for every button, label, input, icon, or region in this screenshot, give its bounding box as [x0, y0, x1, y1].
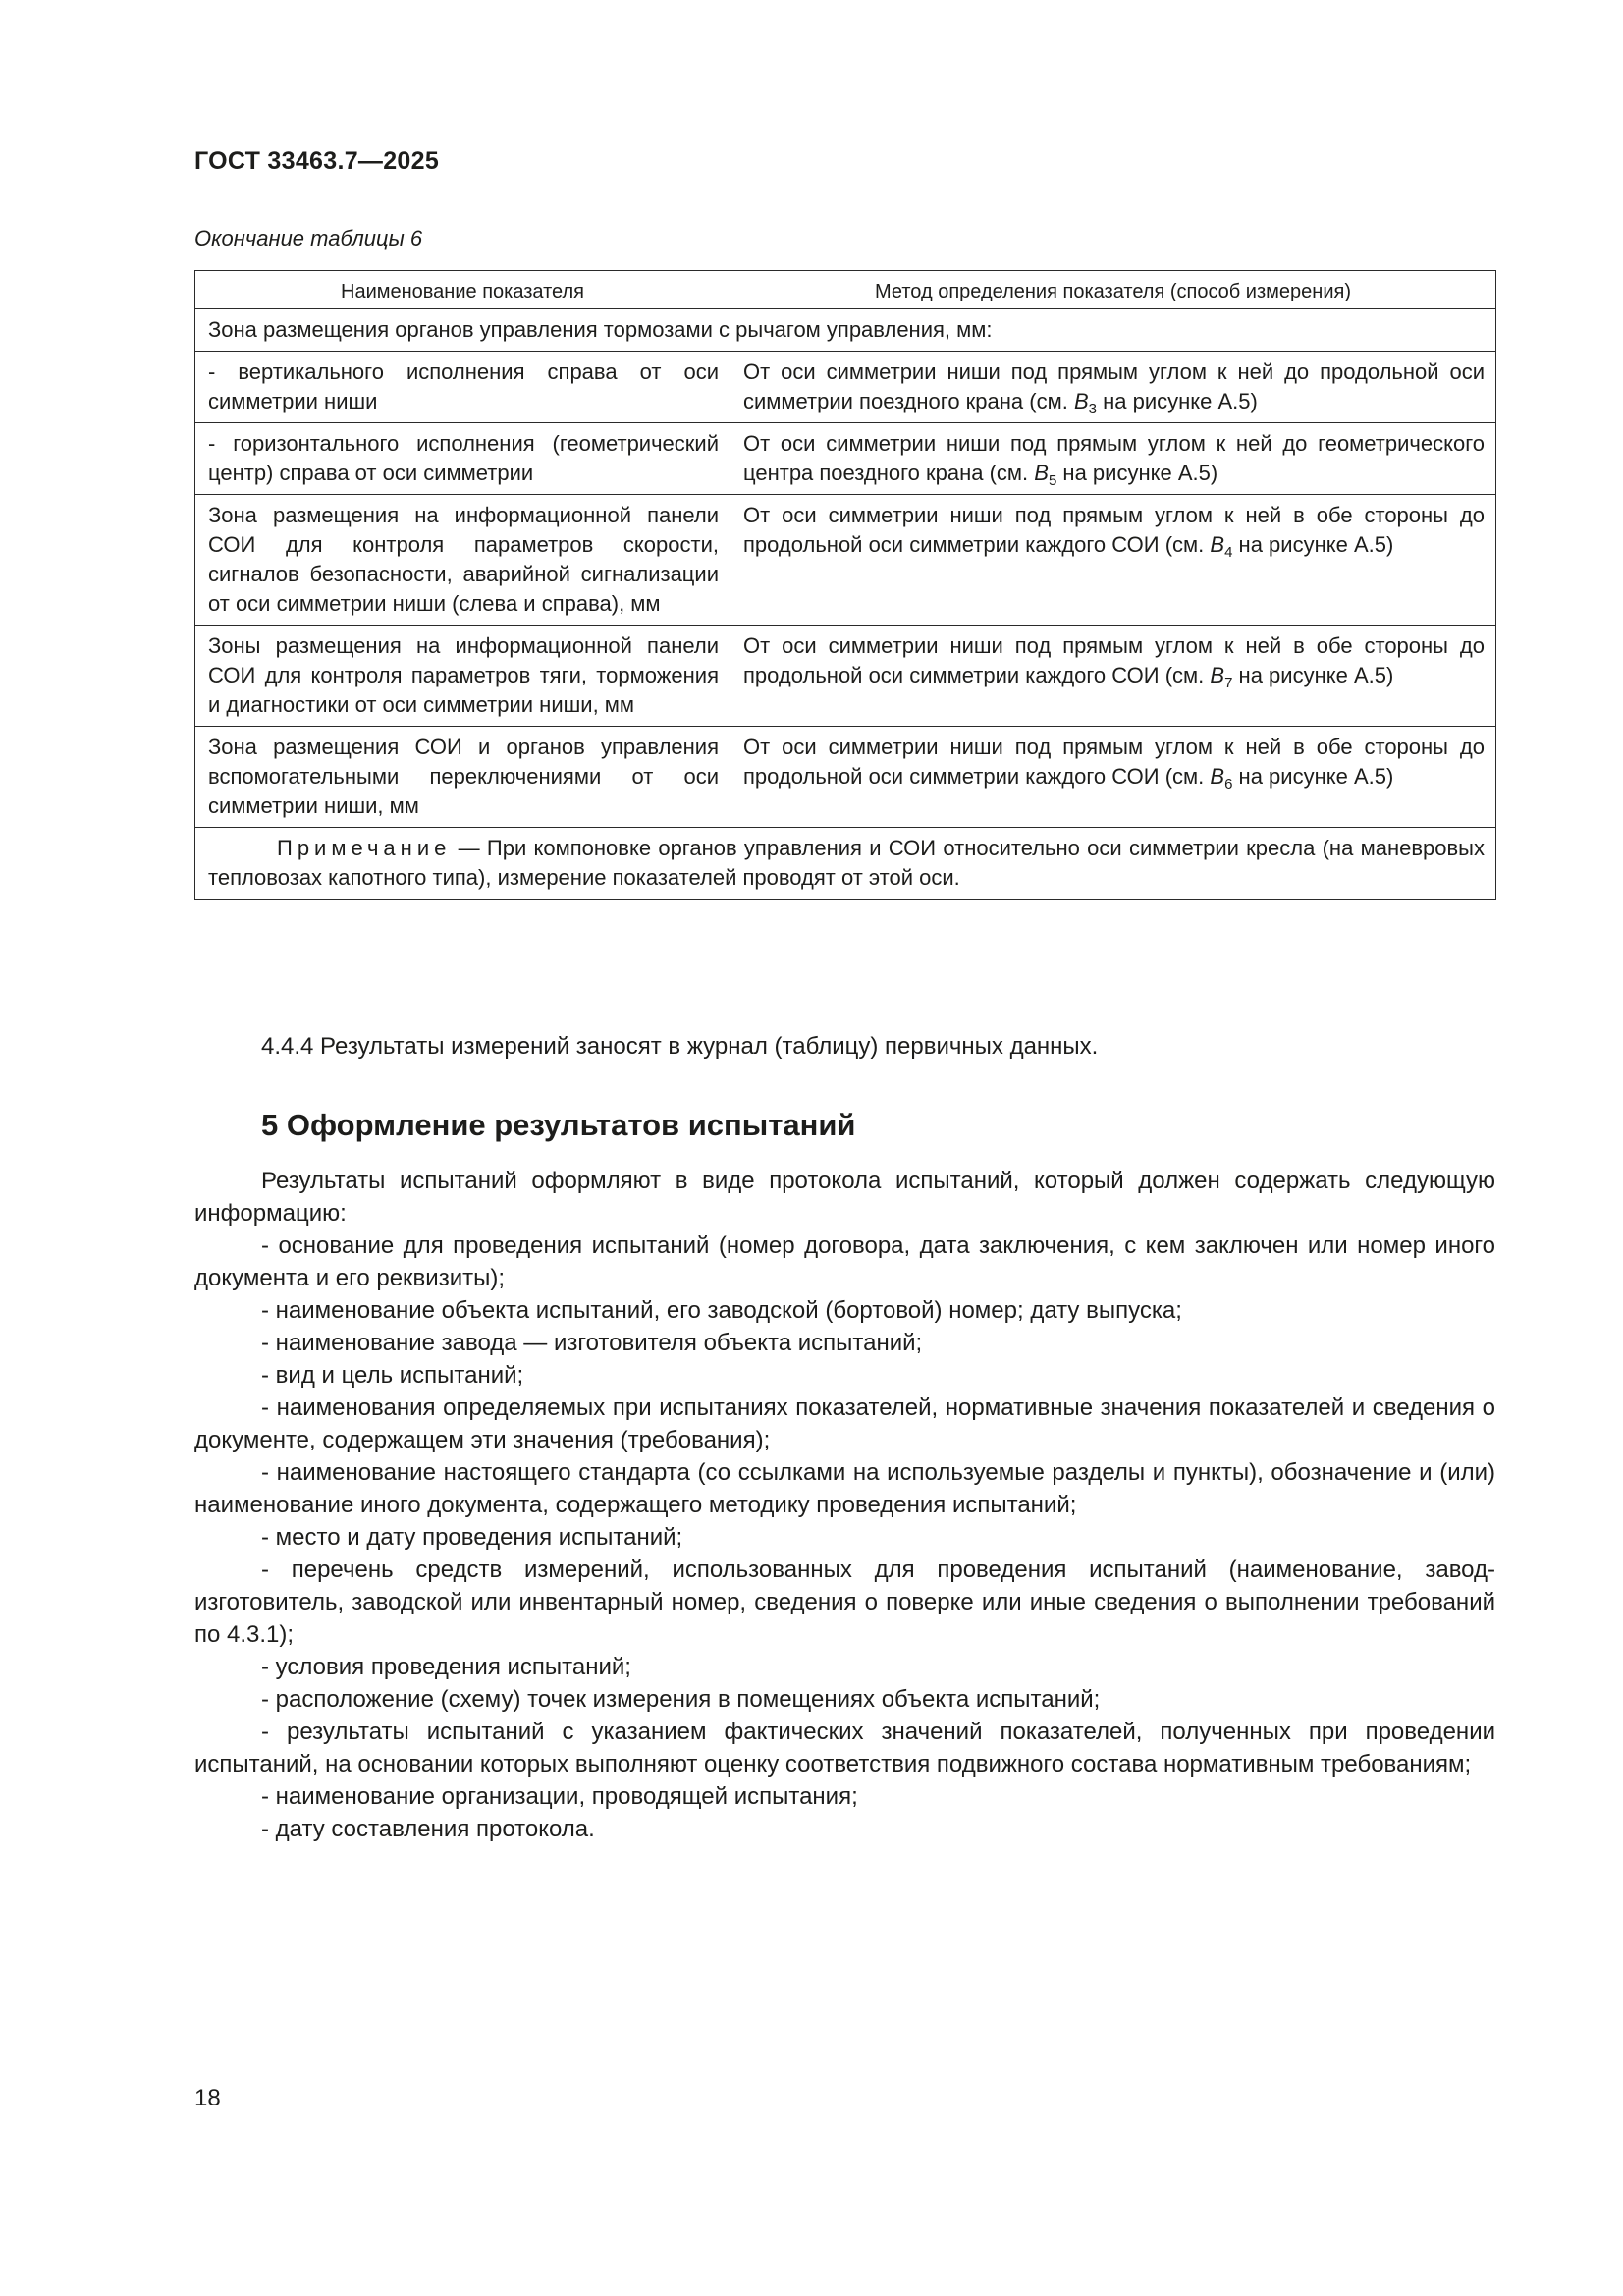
method-text: От оси симметрии ниши под прямым углом к ней в обе стороны до продольной оси симметрии каждого СОИ (см.: [743, 735, 1485, 789]
dimension-symbol: B: [1210, 764, 1225, 789]
dimension-subscript: 3: [1088, 401, 1097, 417]
method-text: От оси симметрии ниши под прямым углом к ней в обе стороны до продольной оси симметрии каждого СОИ (см.: [743, 633, 1485, 687]
note-label: Примечание: [277, 836, 452, 860]
list-item: - наименование объекта испытаний, его заводской (бортовой) номер; дату выпуска;: [261, 1297, 1182, 1324]
list-item: - наименования определяемых при испытаниях показателей, нормативные значения показателей и сведения о документе, содержащем эти значения (требования);: [194, 1394, 1495, 1453]
paragraph-4-4-4: 4.4.4 Результаты измерений заносят в журнал (таблицу) первичных данных.: [261, 1033, 1099, 1060]
indicator-name-cell: - горизонтального исполнения (геометрический центр) справа от оси симметрии: [195, 423, 730, 495]
table-note: [195, 828, 1496, 900]
method-text-end: на рисунке А.5): [1232, 532, 1394, 557]
dimension-symbol: B: [1210, 532, 1225, 557]
method-cell: [730, 423, 1496, 495]
table-row: [195, 626, 1496, 727]
table-section-row: [195, 309, 1496, 352]
method-cell: [730, 495, 1496, 626]
document-code-header: ГОСТ 33463.7—2025: [194, 147, 440, 175]
table-section-label: Зона размещения органов управления тормозами с рычагом управления, мм:: [195, 309, 1496, 352]
indicator-name-cell: Зоны размещения на информационной панели СОИ для контроля параметров тяги, торможения и диагностики от оси симметрии ниши, мм: [195, 626, 730, 727]
method-cell: [730, 352, 1496, 423]
list-item: - результаты испытаний с указанием фактических значений показателей, полученных при проведении испытаний, на основании которых выполняют оценку соответствия подвижного состава нормативным требованиям;: [194, 1719, 1495, 1777]
list-item: - место и дату проведения испытаний;: [261, 1524, 683, 1551]
table-note-row: [195, 828, 1496, 900]
table-row: [195, 423, 1496, 495]
dimension-subscript: 4: [1224, 544, 1233, 561]
dimension-subscript: 5: [1048, 472, 1057, 489]
dimension-subscript: 6: [1224, 776, 1233, 793]
table-row: [195, 352, 1496, 423]
list-item: - наименование настоящего стандарта (со ссылками на используемые разделы и пункты), обозначение и (или) наименование иного документа, содержащего методику проведения испытаний;: [194, 1459, 1495, 1518]
method-text: От оси симметрии ниши под прямым углом к ней в обе стороны до продольной оси симметрии каждого СОИ (см.: [743, 503, 1485, 557]
table-header-method: Метод определения показателя (способ измерения): [730, 271, 1496, 309]
method-cell: [730, 626, 1496, 727]
page-number: 18: [194, 2085, 221, 2111]
method-text-end: на рисунке А.5): [1096, 389, 1258, 413]
list-item: - дату составления протокола.: [261, 1816, 595, 1842]
table-row: [195, 495, 1496, 626]
list-item: - перечень средств измерений, использованных для проведения испытаний (наименование, завод-изготовитель, заводской или инвентарный номер, сведения о поверке или иные сведения о выполнении требований по 4.3.1);: [194, 1557, 1495, 1648]
table-row: [195, 727, 1496, 828]
indicator-name-cell: Зона размещения СОИ и органов управления вспомогательными переключениями от оси симметрии ниши, мм: [195, 727, 730, 828]
body-paragraph: Результаты испытаний оформляют в виде протокола испытаний, который должен содержать следующую информацию:: [194, 1168, 1495, 1227]
dimension-symbol: B: [1073, 389, 1089, 413]
method-text-end: на рисунке А.5): [1056, 461, 1218, 485]
section-body: [194, 1165, 1495, 1845]
indicator-name-cell: - вертикального исполнения справа от оси симметрии ниши: [195, 352, 730, 423]
list-item: - наименование организации, проводящей испытания;: [261, 1783, 858, 1810]
list-item: - основание для проведения испытаний (номер договора, дата заключения, с кем заключен или номер иного документа и его реквизиты);: [194, 1232, 1495, 1291]
table-caption: Окончание таблицы 6: [194, 226, 423, 250]
indicator-table: [194, 270, 1496, 900]
dimension-subscript: 7: [1224, 675, 1233, 691]
method-text-end: на рисунке А.5): [1232, 663, 1394, 687]
list-item: - вид и цель испытаний;: [261, 1362, 524, 1389]
section-title: 5 Оформление результатов испытаний: [261, 1108, 856, 1142]
dimension-symbol: B: [1034, 461, 1049, 485]
note-text: — При компоновке органов управления и СОИ относительно оси симметрии кресла (на маневровых тепловозах капотного типа), измерение показателей проводят от этой оси.: [208, 836, 1485, 890]
method-cell: [730, 727, 1496, 828]
table-header-indicator: Наименование показателя: [195, 271, 730, 309]
list-item: - наименование завода — изготовителя объекта испытаний;: [261, 1330, 923, 1356]
list-item: - расположение (схему) точек измерения в помещениях объекта испытаний;: [261, 1686, 1101, 1713]
list-item: - условия проведения испытаний;: [261, 1654, 631, 1680]
table-header-row: [195, 271, 1496, 309]
indicator-name-cell: Зона размещения на информационной панели СОИ для контроля параметров скорости, сигналов безопасности, аварийной сигнализации от оси симметрии ниши (слева и справа), мм: [195, 495, 730, 626]
method-text: От оси симметрии ниши под прямым углом к ней до продольной оси симметрии поездного крана (см.: [743, 359, 1485, 413]
method-text: От оси симметрии ниши под прямым углом к ней до геометрического центра поездного крана (см.: [743, 431, 1485, 485]
dimension-symbol: B: [1210, 663, 1225, 687]
method-text-end: на рисунке А.5): [1232, 764, 1394, 789]
